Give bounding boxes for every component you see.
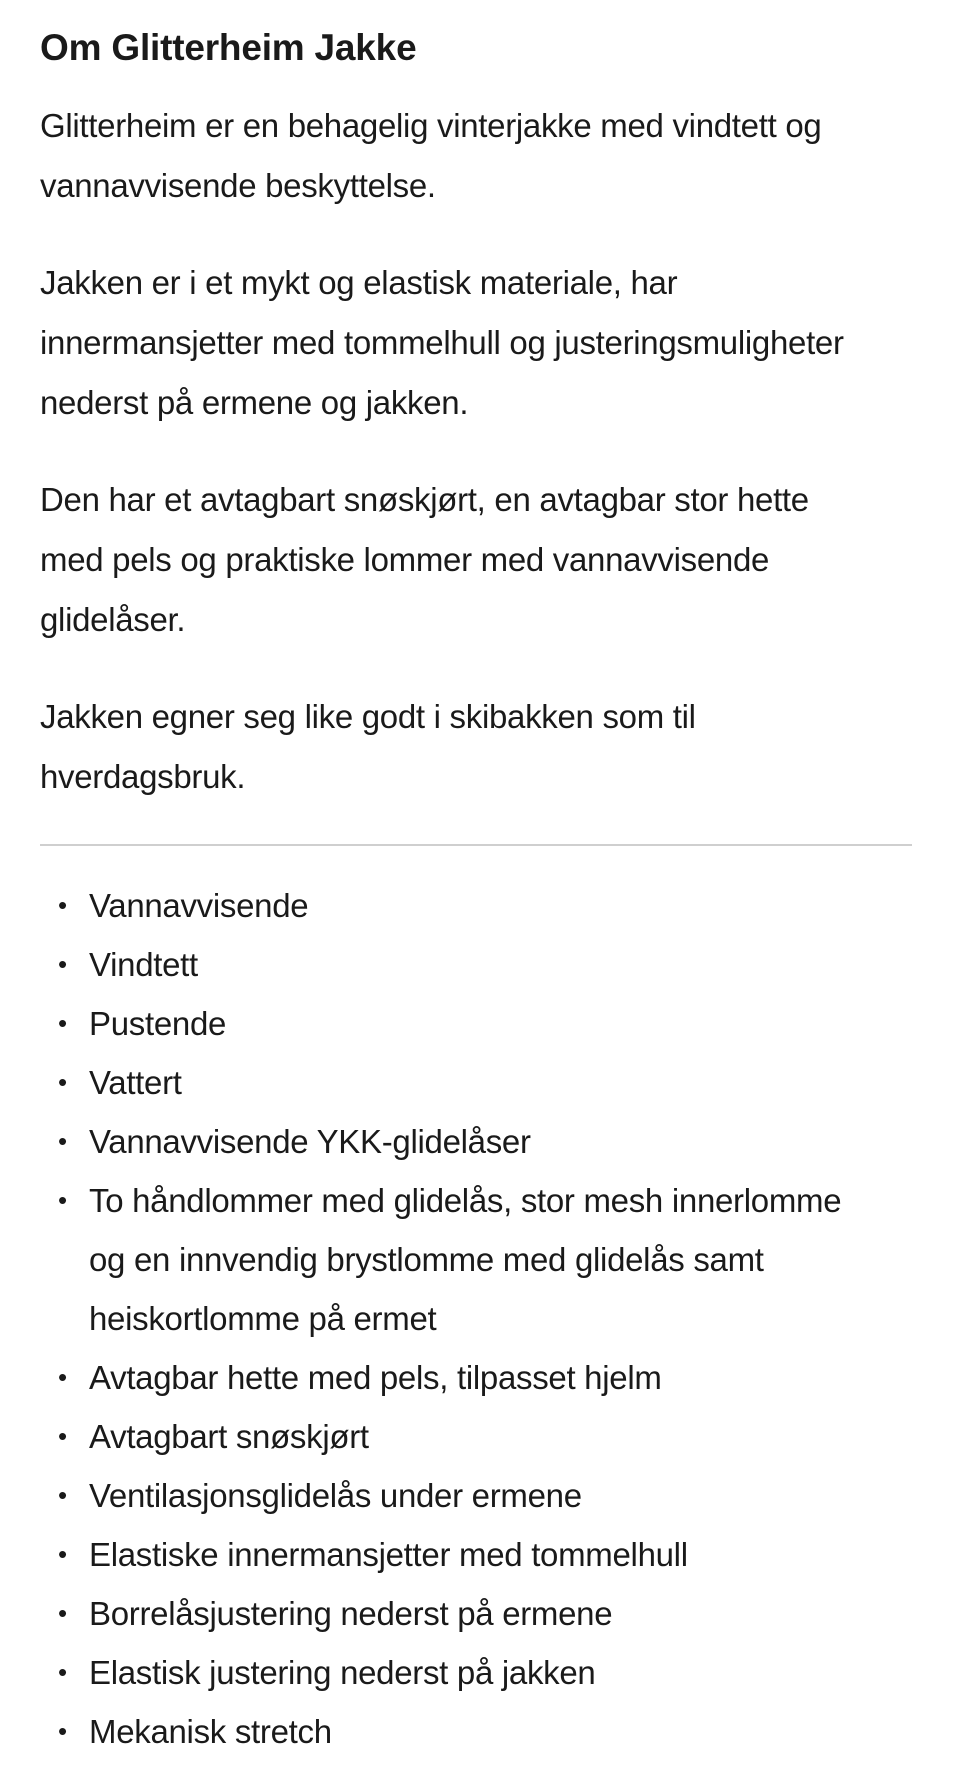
bullet-icon: • xyxy=(58,1362,67,1392)
list-item xyxy=(40,1643,912,1702)
bullet-icon: • xyxy=(58,1067,67,1097)
bullet-icon: • xyxy=(58,1185,67,1215)
feature-text: Elastisk justering nederst på jakken xyxy=(89,1654,596,1691)
feature-text: Avtagbar hette med pels, tilpasset hjelm xyxy=(89,1359,662,1396)
bullet-icon: • xyxy=(58,1598,67,1628)
feature-text: Vannavvisende xyxy=(89,887,309,924)
list-item xyxy=(40,1348,912,1407)
bullet-icon: • xyxy=(58,1126,67,1156)
description-paragraph: Den har et avtagbart snøskjørt, en avtagbar stor hette med pels og praktiske lommer med vannavvisende glidelåser. xyxy=(40,481,809,638)
feature-text: Vannavvisende YKK-glidelåser xyxy=(89,1123,531,1160)
bullet-icon: • xyxy=(58,949,67,979)
feature-text: Vindtett xyxy=(89,946,198,983)
list-item xyxy=(40,1053,912,1112)
bullet-icon: • xyxy=(58,1008,67,1038)
feature-text: Avtagbart snøskjørt xyxy=(89,1418,369,1455)
bullet-icon: • xyxy=(58,1657,67,1687)
feature-text: Elastiske innermansjetter med tommelhull xyxy=(89,1536,688,1573)
bullet-icon: • xyxy=(58,1421,67,1451)
bullet-icon: • xyxy=(58,890,67,920)
feature-text: Borrelåsjustering nederst på ermene xyxy=(89,1595,613,1632)
description-paragraph: Jakken er i et mykt og elastisk materiale, har innermansjetter med tommelhull og justeringsmuligheter nederst på ermene og jakken. xyxy=(40,264,844,421)
feature-text: To håndlommer med glidelås, stor mesh innerlomme og en innvendig brystlomme med glidelås samt heiskortlomme på ermet xyxy=(89,1182,842,1337)
feature-text: Mekanisk stretch xyxy=(89,1713,332,1750)
feature-text: Ventilasjonsglidelås under ermene xyxy=(89,1477,582,1514)
feature-text: Vattert xyxy=(89,1064,182,1101)
description-paragraph: Glitterheim er en behagelig vinterjakke med vindtett og vannavvisende beskyttelse. xyxy=(40,107,822,204)
description-paragraph: Jakken egner seg like godt i skibakken som til hverdagsbruk. xyxy=(40,698,696,795)
bullet-icon: • xyxy=(58,1716,67,1746)
list-item xyxy=(40,935,912,994)
list-item xyxy=(40,1112,912,1171)
list-item xyxy=(40,876,912,935)
bullet-icon: • xyxy=(58,1539,67,1569)
list-item xyxy=(40,1702,912,1761)
bullet-icon: • xyxy=(58,1480,67,1510)
section-divider xyxy=(40,844,912,846)
list-item xyxy=(40,994,912,1053)
list-item xyxy=(40,1466,912,1525)
list-item xyxy=(40,1584,912,1643)
list-item xyxy=(40,1407,912,1466)
list-item xyxy=(40,1525,912,1584)
section-title: Om Glitterheim Jakke xyxy=(40,27,417,68)
feature-text: Pustende xyxy=(89,1005,227,1042)
feature-list xyxy=(40,876,912,1761)
list-item xyxy=(40,1171,849,1348)
